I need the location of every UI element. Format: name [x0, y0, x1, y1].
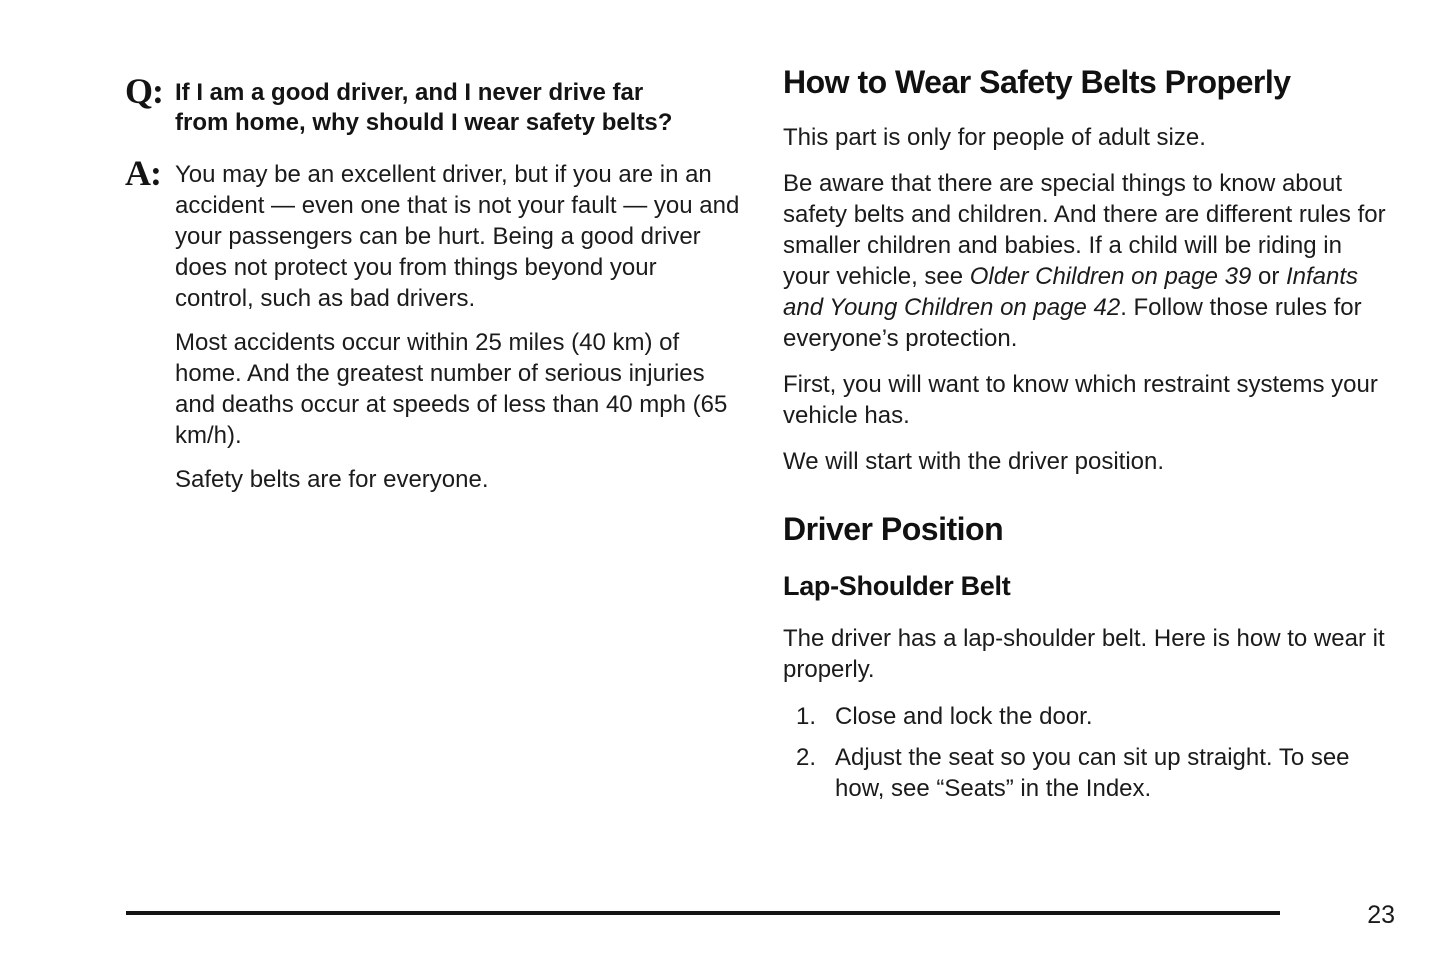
paragraph-children-rules — [783, 168, 1389, 354]
question-text: If I am a good driver, and I never drive far from home, why should I wear safety belts? — [175, 79, 673, 136]
paragraph-driver-position-intro: We will start with the driver position. — [783, 448, 1165, 475]
instruction-list — [783, 701, 1389, 804]
list-item-text: Close and lock the door. — [835, 703, 1093, 730]
paragraph-restraint-systems: First, you will want to know which restraint systems your vehicle has. — [783, 371, 1378, 429]
answer-paragraph-1: You may be an excellent driver, but if you are in an accident — even one that is not your fault — you and your passengers can be hurt. Being a good driver does not protect you from things beyond your control, such as bad drivers. — [175, 161, 740, 312]
question-label: Q: — [125, 71, 163, 111]
list-item — [796, 742, 1389, 804]
paragraph-lap-shoulder-intro: The driver has a lap-shoulder belt. Here is how to wear it properly. — [783, 625, 1385, 683]
cross-reference-older-children: Older Children on page 39 — [969, 263, 1252, 290]
left-column — [125, 71, 743, 495]
sub-heading-lap-shoulder-belt: Lap-Shoulder Belt — [783, 571, 1011, 601]
list-item-text: Adjust the seat so you can sit up straight. To see how, see “Seats” in the Index. — [835, 744, 1350, 802]
list-item — [796, 701, 1389, 732]
list-item-number: 2. — [796, 744, 817, 771]
answer-paragraph-3: Safety belts are for everyone. — [175, 466, 489, 493]
paragraph-children-rules-start: Be aware that there are special things to know about safety belts and children. And there are different rules for smaller children and babies. If a child will be riding in your vehicle, see — [783, 170, 1386, 290]
cross-reference-infants: Infants and Young Children on page 42 — [783, 263, 1359, 321]
section-heading-driver-position: Driver Position — [783, 511, 1004, 547]
right-column — [783, 64, 1389, 814]
paragraph-adult-size: This part is only for people of adult size. — [783, 124, 1206, 151]
section-heading-how-to-wear: How to Wear Safety Belts Properly — [783, 64, 1291, 100]
answer-text — [175, 156, 741, 495]
answer-block — [125, 153, 743, 495]
paragraph-children-rules-end: . Follow those rules for everyone’s protection. — [783, 294, 1362, 352]
paragraph-children-rules-or: or — [1251, 263, 1286, 290]
page-number: 23 — [1367, 901, 1395, 929]
answer-paragraph-2: Most accidents occur within 25 miles (40 km) of home. And the greatest number of serious injuries and deaths occur at speeds of less than 40 mph (65 km/h). — [175, 329, 728, 449]
question-block — [125, 71, 743, 138]
list-item-number: 1. — [796, 703, 817, 730]
footer-rule — [126, 911, 1280, 915]
answer-label: A: — [125, 153, 161, 193]
